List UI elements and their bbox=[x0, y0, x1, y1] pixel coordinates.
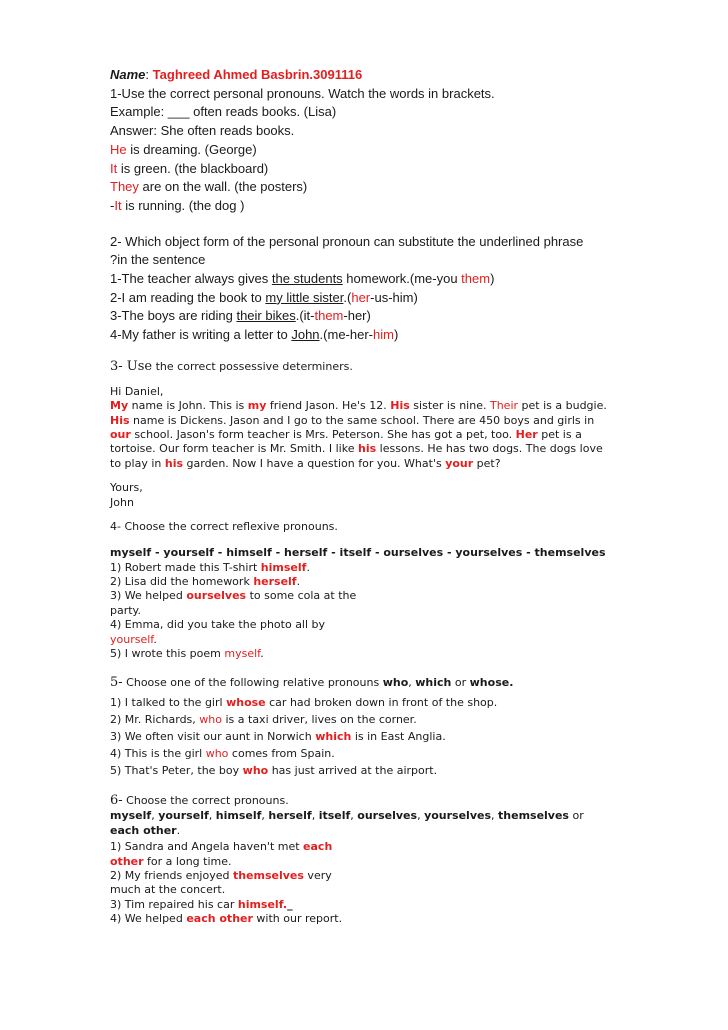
question: 3) Tim repaired his car himself._ bbox=[110, 897, 293, 911]
question: 1) Sandra and Angela haven't met each bbox=[110, 840, 333, 854]
answer-line: Answer: She often reads books. bbox=[110, 123, 295, 139]
answer-word: them bbox=[314, 308, 344, 324]
pronoun-line: It is green. (the blackboard) bbox=[110, 160, 269, 176]
answer-word: herself bbox=[253, 574, 297, 588]
letter-signature: John bbox=[110, 495, 134, 509]
letter-line: our school. Jason's form teacher is Mrs. Peterson. She has got a pet, too. Her pet is a bbox=[110, 428, 582, 442]
answer-word: They bbox=[110, 179, 139, 195]
answer-word: whose bbox=[226, 696, 266, 710]
answer-word: each other bbox=[186, 912, 253, 926]
pronoun-list: myself, yourself, himself, herself, itself, ourselves, yourselves, themselves or bbox=[110, 809, 584, 823]
question-cont: much at the concert. bbox=[110, 883, 226, 897]
student-name: Taghreed Ahmed Basbrin.3091116 bbox=[152, 67, 363, 82]
pronoun-line: They are on the wall. (the posters) bbox=[110, 179, 308, 195]
pronoun-list-cont: each other. bbox=[110, 823, 181, 837]
question: 2) Mr. Richards, who is a taxi driver, lives on the corner. bbox=[110, 713, 417, 727]
question-cont: party. bbox=[110, 603, 141, 617]
name-line: Name: Taghreed Ahmed Basbrin.3091116 bbox=[110, 67, 363, 82]
letter-line: to play in his garden. Now I have a question for you. What's your pet? bbox=[110, 456, 501, 470]
question: 2) Lisa did the homework herself. bbox=[110, 574, 301, 588]
object-line: 4-My father is writing a letter to John.(me-her-him) bbox=[110, 327, 399, 343]
pronoun-line: -It is running. (the dog ) bbox=[110, 197, 245, 213]
answer-word: themselves bbox=[232, 868, 304, 882]
reflexive-list: myself - yourself - himself - herself - itself - ourselves - yourselves - themselves bbox=[110, 545, 606, 559]
letter-line: My name is John. This is my friend Jason. He's 12. His sister is nine. Their pet is a budgie. bbox=[110, 399, 607, 413]
section-3 bbox=[110, 358, 710, 510]
section-2-title-cont: ?in the sentence bbox=[110, 252, 206, 268]
question: 1) I talked to the girl whose car had broken down in front of the shop. bbox=[110, 696, 498, 710]
answer-word: which bbox=[315, 730, 352, 744]
worksheet bbox=[110, 66, 710, 927]
answer-word: He bbox=[110, 141, 127, 157]
section-1 bbox=[110, 66, 710, 216]
example-line: Example: ___ often reads books. (Lisa) bbox=[110, 104, 337, 120]
question: 5) I wrote this poem myself. bbox=[110, 646, 264, 660]
underlined-phrase: John bbox=[291, 327, 320, 343]
answer-word: ourselves bbox=[186, 589, 247, 603]
section-2-title: 2- Which object form of the personal pronoun can substitute the underlined phrase bbox=[110, 233, 584, 249]
question-cont: other for a long time. bbox=[110, 854, 232, 868]
answer-word: each bbox=[303, 840, 333, 854]
section-3-title: 3- Use the correct possessive determiners. bbox=[110, 358, 353, 374]
section-6-title: 6- Choose the correct pronouns. bbox=[110, 793, 289, 809]
underlined-phrase: my little sister bbox=[265, 289, 344, 305]
section-5-title: 5- Choose one of the following relative pronouns who, which or whose. bbox=[110, 675, 514, 691]
answer-word: her bbox=[351, 289, 371, 305]
section-6 bbox=[110, 792, 710, 926]
answer-word: him bbox=[373, 327, 394, 343]
answer-word: who bbox=[199, 713, 222, 727]
answer-word: other bbox=[110, 854, 144, 868]
underlined-phrase: their bikes bbox=[236, 308, 296, 324]
pronoun-line: He is dreaming. (George) bbox=[110, 141, 257, 157]
question: 4) Emma, did you take the photo all by bbox=[110, 618, 326, 632]
underlined-phrase: the students bbox=[271, 271, 343, 287]
question: 4) We helped each other with our report. bbox=[110, 912, 343, 926]
section-4-title: 4- Choose the correct reflexive pronouns. bbox=[110, 520, 338, 534]
question-cont: yourself. bbox=[110, 632, 157, 646]
object-line: 1-The teacher always gives the students homework.(me-you them) bbox=[110, 271, 495, 287]
answer-word: myself bbox=[224, 646, 261, 660]
question: 3) We often visit our aunt in Norwich which is in East Anglia. bbox=[110, 730, 446, 744]
question: 1) Robert made this T-shirt himself. bbox=[110, 560, 310, 574]
answer-word: It bbox=[114, 197, 122, 213]
section-5 bbox=[110, 674, 710, 779]
object-line: 2-I am reading the book to my little sister.(her-us-him) bbox=[110, 289, 418, 305]
answer-word: himself. bbox=[237, 897, 288, 911]
answer-word: them bbox=[461, 271, 491, 287]
letter-greeting: Hi Daniel, bbox=[110, 384, 164, 398]
question: 5) That's Peter, the boy who has just arrived at the airport. bbox=[110, 764, 438, 778]
answer-word: who bbox=[205, 747, 229, 761]
answer-word: yourself bbox=[110, 632, 154, 646]
answer-word: It bbox=[110, 160, 118, 176]
answer-word: who bbox=[242, 764, 269, 778]
letter-closing: Yours, bbox=[110, 481, 143, 495]
name-label: Name bbox=[110, 67, 146, 82]
question: 4) This is the girl who comes from Spain. bbox=[110, 747, 335, 761]
object-line: 3-The boys are riding their bikes.(it-them-her) bbox=[110, 308, 371, 324]
section-4 bbox=[110, 520, 710, 661]
section-1-title: 1-Use the correct personal pronouns. Watch the words in brackets. bbox=[110, 85, 495, 101]
question: 2) My friends enjoyed themselves very bbox=[110, 868, 332, 882]
letter-line: tortoise. Our form teacher is Mr. Smith. I like his lessons. He has two dogs. The dogs love bbox=[110, 442, 603, 456]
answer-word: himself bbox=[260, 560, 307, 574]
question: 3) We helped ourselves to some cola at the bbox=[110, 589, 357, 603]
section-2 bbox=[110, 233, 710, 345]
letter-line: His name is Dickens. Jason and I go to the same school. There are 450 boys and girls in bbox=[110, 413, 595, 427]
